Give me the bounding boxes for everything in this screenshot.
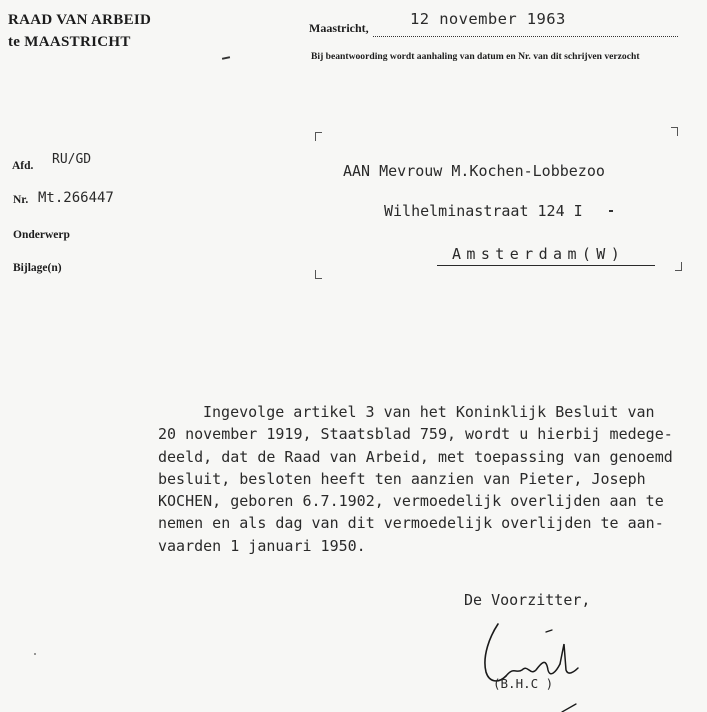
- body-line: deeld, dat de Raad van Arbeid, met toepassing van genoemd: [158, 447, 673, 466]
- enclosure-label: Bijlage(n): [13, 262, 62, 274]
- date-dotted-line: [373, 36, 678, 37]
- recipient-street: Wilhelminastraat 124 I: [384, 202, 583, 220]
- letter-date: 12 november 1963: [410, 10, 566, 28]
- department-value: RU/GD: [52, 152, 92, 167]
- address-window-corner: [675, 262, 682, 271]
- address-window-corner: [315, 132, 322, 141]
- body-line: besluit, besloten heeft ten aanzien van Pieter, Joseph: [158, 469, 646, 488]
- organization-name: RAAD VAN ARBEID: [8, 12, 152, 28]
- place-label: Maastricht,: [309, 21, 369, 35]
- number-label: Nr.: [13, 194, 29, 206]
- subject-label: Onderwerp: [13, 229, 70, 241]
- reply-instruction: Bij beantwoording wordt aanhaling van datum en Nr. van dit schrijven verzocht: [311, 51, 640, 62]
- closing-title: De Voorzitter,: [464, 591, 591, 609]
- department-label: Afd.: [12, 160, 34, 172]
- paper-speck: [34, 653, 36, 655]
- signature: [476, 614, 626, 712]
- body-line: Ingevolge artikel 3 van het Koninklijk Besluit van: [203, 403, 655, 421]
- letter-body: [158, 401, 703, 557]
- address-window-corner: [671, 127, 678, 136]
- address-window-corner: [315, 270, 322, 279]
- number-value: Mt.266447: [38, 190, 114, 206]
- body-line: 20 november 1919, Staatsblad 759, wordt u hierbij medege-: [158, 425, 673, 444]
- body-line: nemen en als dag van dit vermoedelijk overlijden te aan-: [158, 514, 664, 533]
- signer-initials: (B.H.C ): [493, 676, 554, 691]
- recipient-city: Amsterdam(W): [452, 245, 626, 263]
- body-line: vaarden 1 januari 1950.: [158, 536, 366, 555]
- organization-location: te MAASTRICHT: [8, 34, 131, 50]
- ink-mark: [609, 210, 613, 212]
- recipient-name: AAN Mevrouw M.Kochen-Lobbezoo: [343, 162, 605, 180]
- body-line: KOCHEN, geboren 6.7.1902, vermoedelijk overlijden aan te: [158, 492, 664, 511]
- recipient-city-underline: [437, 265, 655, 266]
- ink-mark: [222, 56, 230, 60]
